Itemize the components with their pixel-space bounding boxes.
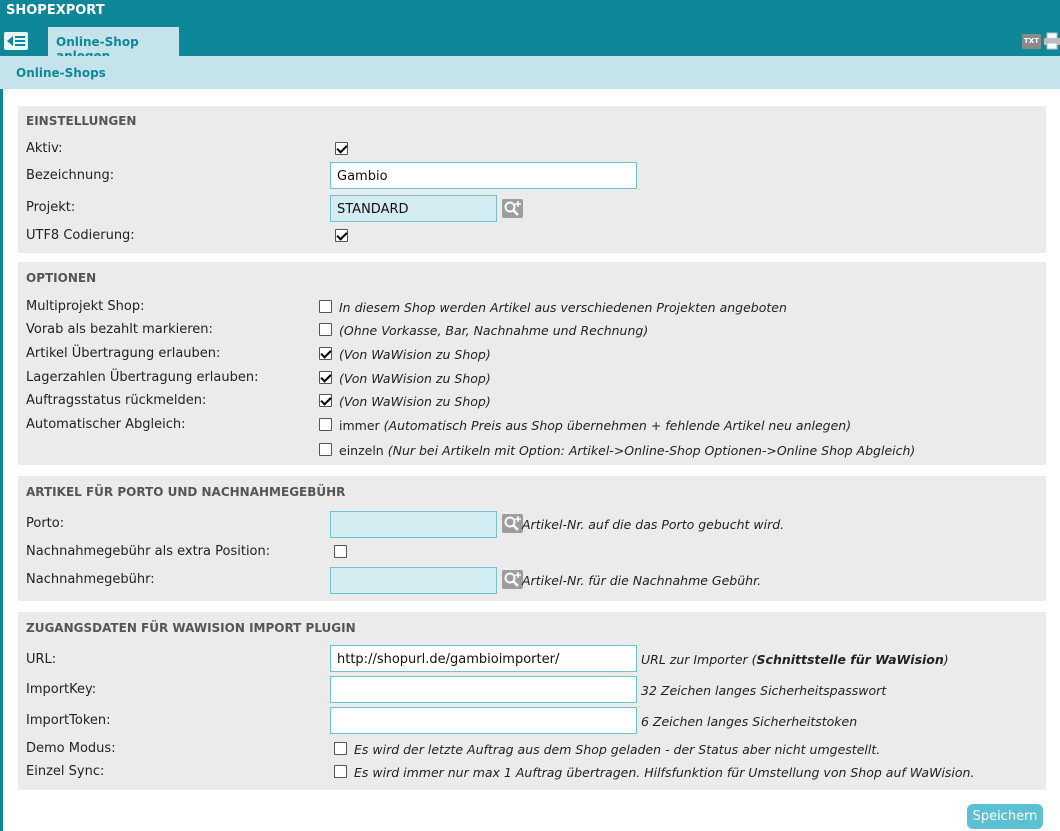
left-border	[0, 89, 3, 831]
porto-input[interactable]	[330, 511, 497, 538]
abgleich-label: Automatischer Abgleich:	[26, 417, 186, 432]
abgleich-einzeln-text: einzeln (Nur bei Artikeln mit Option: Artikel->Online-Shop Optionen->Online Shop Abgleich)	[339, 443, 916, 458]
porto-search-icon[interactable]	[502, 514, 523, 533]
vorab-label: Vorab als bezahlt markieren:	[26, 322, 213, 337]
utf8-checkbox[interactable]	[335, 229, 348, 242]
porto-hint: Artikel-Nr. auf die das Porto gebucht wird.	[522, 517, 785, 532]
vorab-checkbox[interactable]	[319, 323, 332, 336]
section-optionen	[18, 262, 1046, 465]
section-einstellungen	[18, 106, 1046, 253]
artikel-checkbox[interactable]	[319, 347, 332, 360]
vorab-hint: (Ohne Vorkasse, Bar, Nachnahme und Rechnung)	[339, 323, 649, 338]
bezeichnung-label: Bezeichnung:	[26, 168, 115, 183]
importkey-hint: 32 Zeichen langes Sicherheitspasswort	[641, 683, 887, 698]
lager-hint: (Von WaWision zu Shop)	[339, 371, 491, 386]
section-title: ARTIKEL FÜR PORTO UND NACHNAHMEGEBÜHR	[26, 485, 346, 499]
abgleich-einzeln-checkbox[interactable]	[319, 443, 332, 456]
section-zugangsdaten	[18, 612, 1046, 790]
abgleich-immer-checkbox[interactable]	[319, 418, 332, 431]
nachnahme-label: Nachnahmegebühr:	[26, 572, 155, 587]
txt-export-icon[interactable]: TXT	[1022, 34, 1041, 49]
subbar-title: Online-Shops	[16, 66, 106, 80]
importtoken-label: ImportToken:	[26, 713, 111, 728]
multiprojekt-label: Multiprojekt Shop:	[26, 299, 145, 314]
back-button[interactable]	[4, 32, 28, 50]
demo-checkbox[interactable]	[334, 742, 347, 755]
nachnahme-extra-checkbox[interactable]	[334, 545, 347, 558]
sync-label: Einzel Sync:	[26, 764, 105, 779]
auftrag-hint: (Von WaWision zu Shop)	[339, 394, 491, 409]
save-button[interactable]: Speichern	[967, 804, 1043, 829]
app-title: SHOPEXPORT	[6, 3, 105, 18]
projekt-input[interactable]: STANDARD	[330, 195, 497, 222]
abgleich-immer-text: immer (Automatisch Preis aus Shop übernehmen + fehlende Artikel neu anlegen)	[339, 418, 852, 433]
multiprojekt-hint: In diesem Shop werden Artikel aus verschiedenen Projekten angeboten	[339, 300, 787, 315]
url-input[interactable]: http://shopurl.de/gambioimporter/	[330, 645, 637, 672]
demo-label: Demo Modus:	[26, 741, 116, 756]
section-porto	[18, 476, 1046, 601]
nachnahme-search-icon[interactable]	[502, 570, 523, 589]
demo-hint: Es wird der letzte Auftrag aus dem Shop geladen - der Status aber nicht umgestellt.	[354, 742, 881, 757]
importtoken-input[interactable]	[330, 707, 637, 734]
utf8-label: UTF8 Codierung:	[26, 228, 135, 243]
lager-label: Lagerzahlen Übertragung erlauben:	[26, 370, 259, 385]
bezeichnung-input[interactable]: Gambio	[330, 162, 637, 189]
section-title: EINSTELLUNGEN	[26, 114, 137, 128]
auftrag-label: Auftragsstatus rückmelden:	[26, 393, 207, 408]
nachnahme-input[interactable]	[330, 567, 497, 594]
back-list-icon	[4, 32, 28, 50]
nachnahme-extra-label: Nachnahmegebühr als extra Position:	[26, 544, 271, 559]
importkey-input[interactable]	[330, 676, 637, 703]
importtoken-hint: 6 Zeichen langes Sicherheitstoken	[641, 714, 858, 729]
porto-label: Porto:	[26, 516, 65, 531]
importkey-label: ImportKey:	[26, 682, 97, 697]
projekt-label: Projekt:	[26, 200, 76, 215]
artikel-hint: (Von WaWision zu Shop)	[339, 347, 491, 362]
aktiv-checkbox[interactable]	[335, 142, 348, 155]
auftrag-checkbox[interactable]	[319, 394, 332, 407]
projekt-search-icon[interactable]	[502, 199, 523, 218]
artikel-label: Artikel Übertragung erlauben:	[26, 346, 221, 361]
sync-hint: Es wird immer nur max 1 Auftrag übertragen. Hilfsfunktion für Umstellung von Shop auf WaWision.	[354, 765, 975, 780]
section-title: ZUGANGSDATEN FÜR WAWISION IMPORT PLUGIN	[26, 621, 356, 635]
print-icon[interactable]	[1044, 32, 1060, 50]
lager-checkbox[interactable]	[319, 371, 332, 384]
sync-checkbox[interactable]	[334, 765, 347, 778]
app-header	[0, 0, 1060, 56]
url-label: URL:	[26, 652, 57, 667]
section-title: OPTIONEN	[26, 271, 97, 285]
tab-online-shop-anlegen[interactable]: Online-Shop	[48, 27, 179, 56]
url-hint: URL zur Importer (Schnittstelle für WaWision)	[641, 652, 949, 667]
aktiv-label: Aktiv:	[26, 141, 63, 156]
multiprojekt-checkbox[interactable]	[319, 300, 332, 313]
sub-header	[0, 56, 1060, 89]
nachnahme-hint: Artikel-Nr. für die Nachnahme Gebühr.	[522, 573, 762, 588]
